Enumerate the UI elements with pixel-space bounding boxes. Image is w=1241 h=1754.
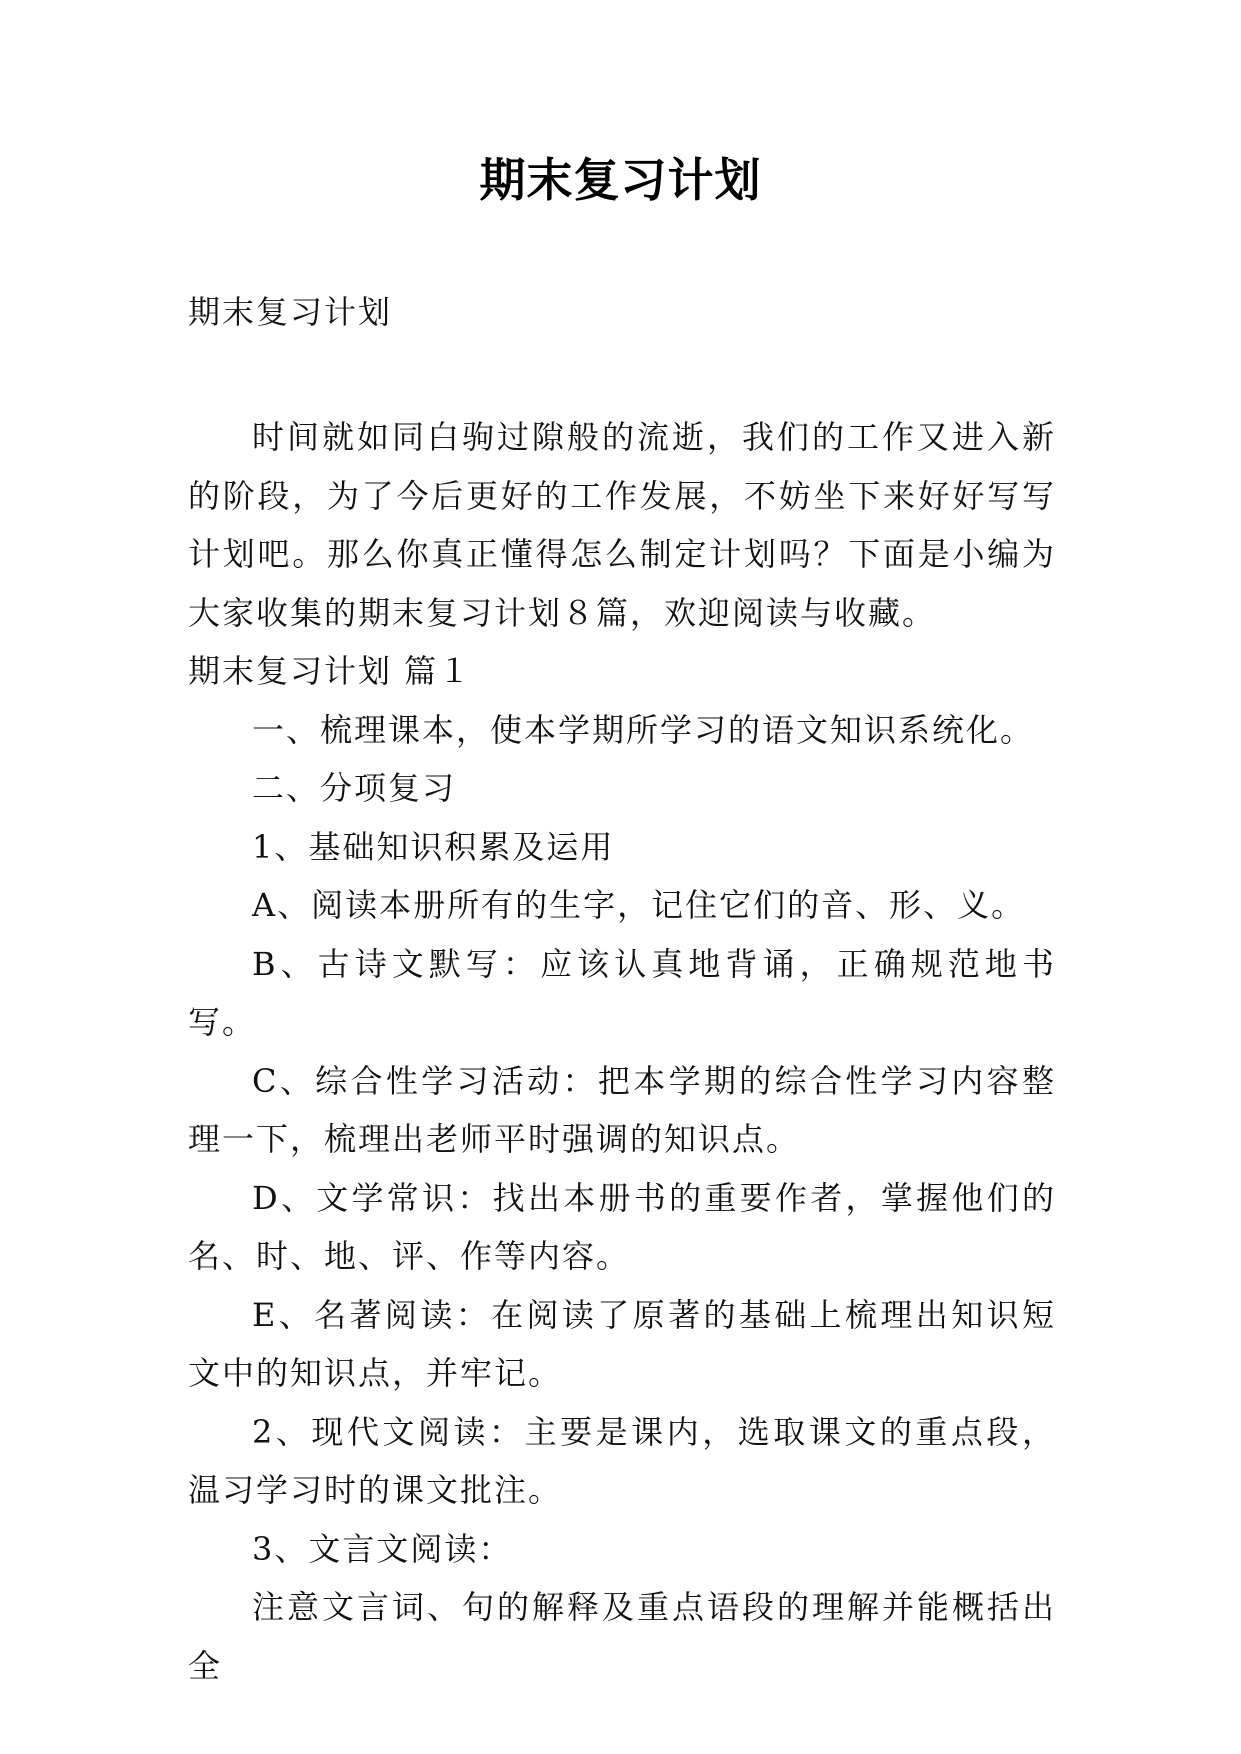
document-subtitle: 期末复习计划 [188,293,393,331]
paragraph: E、名著阅读：在阅读了原著的基础上梳理出知识短文中的知识点，并牢记。 [188,1295,1056,1392]
document-body [188,408,1056,1695]
paragraph: A、阅读本册所有的生字，记住它们的音、形、义。 [252,886,1026,924]
paragraph: C、综合性学习活动：把本学期的综合性学习内容整理一下，梳理出老师平时强调的知识点。 [188,1061,1056,1158]
paragraph: 2、现代文阅读：主要是课内，选取课文的重点段，温习学习时的课文批注。 [188,1412,1056,1509]
paragraph: D、文学常识：找出本册书的重要作者，掌握他们的名、时、地、评、作等内容。 [188,1178,1056,1275]
paragraph: 注意文言词、句的解释及重点语段的理解并能概括出全 [188,1588,1056,1685]
document-title: 期末复习计划 [479,153,762,207]
section-heading: 期末复习计划 篇１ [188,652,473,690]
intro-paragraph: 时间就如同白驹过隙般的流逝，我们的工作又进入新的阶段，为了今后更好的工作发展，不妨坐下来好好写写计划吧。那么你真正懂得怎么制定计划吗？下面是小编为大家收集的期末复习计划８篇，欢迎阅读与收藏。 [188,418,1056,632]
paragraph: 1、基础知识积累及运用 [252,827,615,866]
paragraph: 一、梳理课本，使本学期所学习的语文知识系统化。 [252,710,1035,749]
paragraph: B、古诗文默写：应该认真地背诵，正确规范地书写。 [188,944,1056,1041]
paragraph: 3、文言文阅读： [252,1529,513,1568]
paragraph: 二、分项复习 [252,769,457,807]
